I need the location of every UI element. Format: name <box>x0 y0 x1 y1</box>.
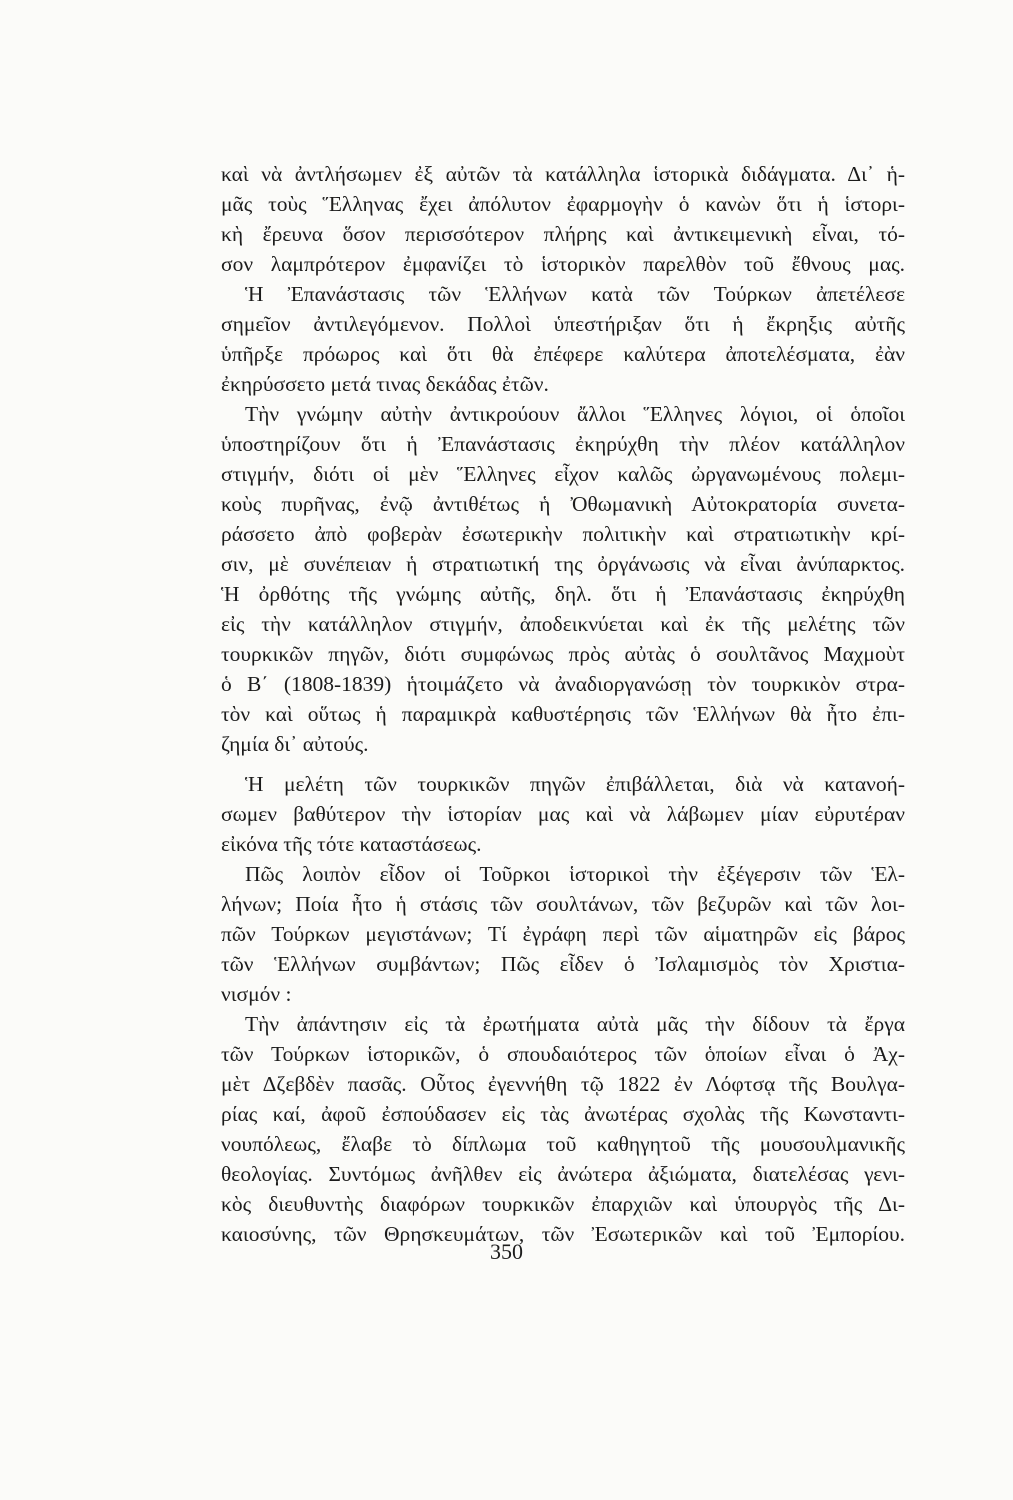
text-line: τὸν καὶ οὕτως ἡ παραμικρὰ καθυστέρησις τῶν Ἑλλήνων θὰ ἦτο ἐπι- <box>221 702 905 726</box>
text-line: ζημία δι᾿ αὐτούς. <box>221 732 369 756</box>
text-line: τῶν Τούρκων ἱστορικῶν, ὁ σπουδαιότερος τῶν ὁποίων εἶναι ὁ Ἀχ- <box>221 1042 905 1066</box>
text-line: εἰκόνα τῆς τότε καταστάσεως. <box>221 832 482 856</box>
page-number: 350 <box>490 1239 523 1264</box>
text-line: ρίας καί, ἀφοῦ ἐσπούδασεν εἰς τὰς ἀνωτέρας σχολὰς τῆς Κωνσταντι- <box>221 1102 905 1126</box>
text-line: τουρκικῶν πηγῶν, διότι συμφώνως πρὸς αὐτὰς ὁ σουλτᾶνος Μαχμοὺτ <box>221 642 905 666</box>
text-line: στιγμήν, διότι οἱ μὲν Ἕλληνες εἶχον καλῶς ὠργανωμένους πολεμι- <box>221 462 905 486</box>
text-line: εἰς τὴν κατάλληλον στιγμήν, ἀποδεικνύεται καὶ ἐκ τῆς μελέτης τῶν <box>221 612 905 636</box>
text-line: κοὺς πυρῆνας, ἐνῷ ἀντιθέτως ἡ Ὀθωμανικὴ Αὐτοκρατορία συνετα- <box>221 492 905 516</box>
text-line: μᾶς τοὺς Ἕλληνας ἔχει ἀπόλυτον ἐφαρμογὴν ὁ κανὼν ὅτι ἡ ἱστορι- <box>221 192 905 216</box>
text-line: σωμεν βαθύτερον τὴν ἱστορίαν μας καὶ νὰ λάβωμεν μίαν εὐρυτέραν <box>221 802 905 826</box>
text-line: ὑπῆρξε πρόωρος καὶ ὅτι θὰ ἐπέφερε καλύτερα ἀποτελέσματα, ἐὰν <box>221 342 905 366</box>
text-line: Τὴν ἀπάντησιν εἰς τὰ ἐρωτήματα αὐτὰ μᾶς τὴν δίδουν τὰ ἔργα <box>245 1012 905 1036</box>
text-line: σημεῖον ἀντιλεγόμενον. Πολλοὶ ὑπεστήριξαν ὅτι ἡ ἔκρηξις αὐτῆς <box>221 312 905 336</box>
text-line: κὴ ἔρευνα ὅσον περισσότερον πλήρης καὶ ἀντικειμενικὴ εἶναι, τό- <box>221 222 905 246</box>
text-line: ράσσετο ἀπὸ φοβερὰν ἐσωτερικὴν πολιτικὴν καὶ στρατιωτικὴν κρί- <box>221 522 905 546</box>
text-line: ὑποστηρίζουν ὅτι ἡ Ἐπανάστασις ἐκηρύχθη τὴν πλέον κατάλληλον <box>221 432 905 456</box>
text-line: νουπόλεως, ἔλαβε τὸ δίπλωμα τοῦ καθηγητοῦ τῆς μουσουλμανικῆς <box>221 1132 905 1156</box>
text-line: Ἡ Ἐπανάστασις τῶν Ἑλλήνων κατὰ τῶν Τούρκων ἀπετέλεσε <box>245 282 905 306</box>
text-line: σιν, μὲ συνέπειαν ἡ στρατιωτική της ὀργάνωσις νὰ εἶναι ἀνύπαρκτος. <box>221 552 905 576</box>
text-line: μὲτ Δζεβδὲν πασᾶς. Οὗτος ἐγεννήθη τῷ 1822 ἐν Λόφτσᾳ τῆς Βουλγα- <box>221 1072 905 1096</box>
text-line: θεολογίας. Συντόμως ἀνῆλθεν εἰς ἀνώτερα ἀξιώματα, διατελέσας γενι- <box>221 1162 905 1186</box>
text-line: Ἡ ὀρθότης τῆς γνώμης αὐτῆς, δηλ. ὅτι ἡ Ἐπανάστασις ἐκηρύχθη <box>221 582 905 606</box>
text-line: λήνων; Ποία ἦτο ἡ στάσις τῶν σουλτάνων, τῶν βεζυρῶν καὶ τῶν λοι- <box>221 892 905 916</box>
text-line: κὸς διευθυντὴς διαφόρων τουρκικῶν ἐπαρχιῶν καὶ ὑπουργὸς τῆς Δι- <box>221 1192 905 1216</box>
text-line: καιοσύνης, τῶν Θρησκευμάτων, τῶν Ἐσωτερικῶν καὶ τοῦ Ἐμπορίου. <box>221 1222 905 1246</box>
text-line: καὶ νὰ ἀντλήσωμεν ἐξ αὐτῶν τὰ κατάλληλα ἱστορικὰ διδάγματα. Δι᾿ ἡ- <box>221 162 905 186</box>
text-line: Ἡ μελέτη τῶν τουρκικῶν πηγῶν ἐπιβάλλεται, διὰ νὰ κατανοή- <box>245 772 905 796</box>
text-line: σον λαμπρότερον ἐμφανίζει τὸ ἱστορικὸν παρελθὸν τοῦ ἔθνους μας. <box>221 252 905 276</box>
text-line: Πῶς λοιπὸν εἶδον οἱ Τοῦρκοι ἱστορικοὶ τὴν ἐξέγερσιν τῶν Ἑλ- <box>245 862 905 886</box>
text-line: νισμόν : <box>221 982 292 1006</box>
text-line: ὁ Β΄ (1808-1839) ἡτοιμάζετο νὰ ἀναδιοργανώσῃ τὸν τουρκικὸν στρα- <box>221 672 905 696</box>
text-line: ἐκηρύσσετο μετά τινας δεκάδας ἐτῶν. <box>221 372 549 396</box>
text-line: Τὴν γνώμην αὐτὴν ἀντικρούουν ἄλλοι Ἕλληνες λόγιοι, οἱ ὁποῖοι <box>245 402 905 426</box>
text-line: τῶν Ἑλλήνων συμβάντων; Πῶς εἶδεν ὁ Ἰσλαμισμὸς τὸν Χριστια- <box>221 952 905 976</box>
text-line: πῶν Τούρκων μεγιστάνων; Τί ἐγράφη περὶ τῶν αἱματηρῶν εἰς βάρος <box>221 922 905 946</box>
